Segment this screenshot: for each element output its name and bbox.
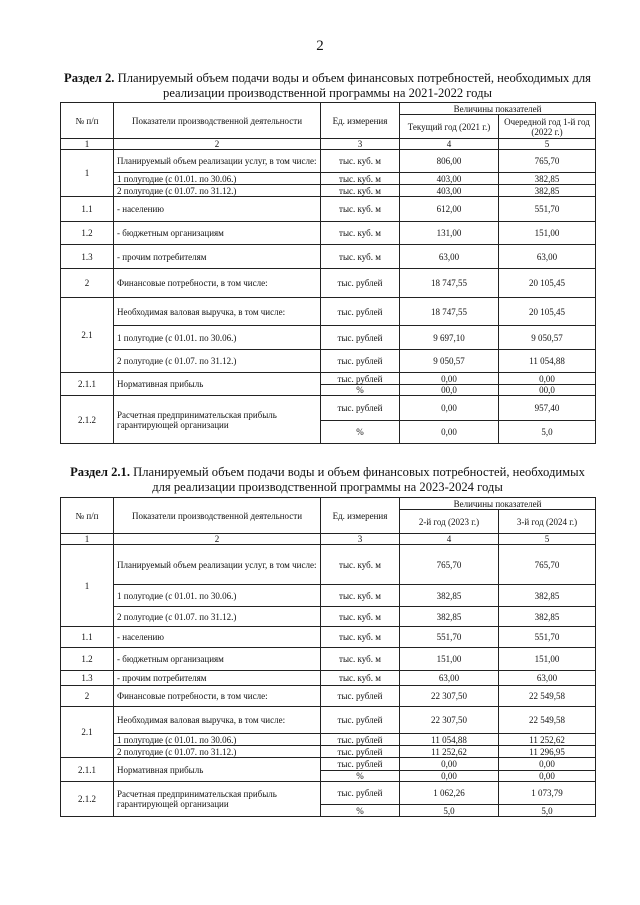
row-value: 382,85 bbox=[499, 185, 596, 197]
row-num: 2.1.2 bbox=[61, 782, 114, 817]
section-2-1-heading-bold: Раздел 2.1. bbox=[70, 465, 130, 479]
row-unit: тыс. рублей bbox=[321, 373, 400, 385]
row-value: 806,00 bbox=[400, 150, 499, 173]
row-value: 151,00 bbox=[499, 648, 596, 671]
row-value: 5,0 bbox=[499, 805, 596, 817]
row-unit: тыс. куб. м bbox=[321, 245, 400, 269]
row-value: 551,70 bbox=[400, 627, 499, 648]
header-col5: 3-й год (2024 г.) bbox=[499, 510, 596, 534]
row-name: Финансовые потребности, в том числе: bbox=[114, 686, 321, 707]
row-num: 2.1 bbox=[61, 707, 114, 758]
row-value: 0,00 bbox=[400, 373, 499, 385]
table-section-2 bbox=[60, 102, 596, 444]
row-name: Расчетная предпринимательская прибыль гарантирующей организации bbox=[114, 782, 321, 817]
row-value: 00,0 bbox=[499, 385, 596, 396]
row-name: - прочим потребителям bbox=[114, 671, 321, 686]
header-values: Величины показателей bbox=[400, 103, 596, 115]
row-unit: тыс. куб. м bbox=[321, 150, 400, 173]
section-2-heading-text: Планируемый объем подачи воды и объем финансовых потребностей, необходимых для реализации производственной программы на 2021-2022 годы bbox=[117, 71, 591, 100]
header-num: № п/п bbox=[61, 498, 114, 534]
header-values: Величины показателей bbox=[400, 498, 596, 510]
header-unit: Ед. измерения bbox=[321, 498, 400, 534]
row-value: 22 307,50 bbox=[400, 686, 499, 707]
row-name: Необходимая валовая выручка, в том числе: bbox=[114, 298, 321, 326]
row-name: 1 полугодие (с 01.01. по 30.06.) bbox=[114, 585, 321, 607]
index-cell: 1 bbox=[61, 139, 114, 150]
row-unit: тыс. куб. м bbox=[321, 197, 400, 222]
row-value: 11 296,95 bbox=[499, 746, 596, 758]
row-num: 1.2 bbox=[61, 648, 114, 671]
row-value: 63,00 bbox=[400, 245, 499, 269]
row-unit: тыс. куб. м bbox=[321, 585, 400, 607]
row-value: 0,00 bbox=[499, 771, 596, 782]
row-name: Нормативная прибыль bbox=[114, 758, 321, 782]
row-unit: тыс. рублей bbox=[321, 734, 400, 746]
row-name: Планируемый объем реализации услуг, в том числе: bbox=[114, 150, 321, 173]
row-unit: тыс. рублей bbox=[321, 326, 400, 350]
row-unit: тыс. рублей bbox=[321, 686, 400, 707]
row-unit: тыс. рублей bbox=[321, 269, 400, 298]
page-number: 2 bbox=[316, 38, 324, 54]
row-value: 11 252,62 bbox=[499, 734, 596, 746]
row-num: 2.1.1 bbox=[61, 758, 114, 782]
row-num: 2 bbox=[61, 686, 114, 707]
table-section-2-1 bbox=[60, 497, 596, 817]
row-value: 0,00 bbox=[499, 758, 596, 771]
row-value: 382,85 bbox=[400, 585, 499, 607]
row-unit: тыс. куб. м bbox=[321, 607, 400, 627]
row-name: Планируемый объем реализации услуг, в том числе: bbox=[114, 545, 321, 585]
row-unit: % bbox=[321, 805, 400, 817]
row-value: 551,70 bbox=[499, 627, 596, 648]
header-col4: 2-й год (2023 г.) bbox=[400, 510, 499, 534]
row-value: 0,00 bbox=[400, 396, 499, 421]
index-cell: 5 bbox=[499, 139, 596, 150]
row-unit: тыс. куб. м bbox=[321, 222, 400, 245]
row-value: 765,70 bbox=[499, 150, 596, 173]
row-name: Финансовые потребности, в том числе: bbox=[114, 269, 321, 298]
row-name: Нормативная прибыль bbox=[114, 373, 321, 396]
row-num: 1.3 bbox=[61, 671, 114, 686]
header-indicators: Показатели производственной деятельности bbox=[114, 103, 321, 139]
index-cell: 5 bbox=[499, 534, 596, 545]
index-cell: 1 bbox=[61, 534, 114, 545]
row-name: - бюджетным организациям bbox=[114, 222, 321, 245]
row-value: 63,00 bbox=[400, 671, 499, 686]
row-name: - бюджетным организациям bbox=[114, 648, 321, 671]
index-cell: 4 bbox=[400, 534, 499, 545]
row-value: 9 050,57 bbox=[499, 326, 596, 350]
section-2-heading-bold: Раздел 2. bbox=[64, 71, 115, 85]
row-unit: тыс. рублей bbox=[321, 298, 400, 326]
row-value: 382,85 bbox=[499, 585, 596, 607]
row-unit: % bbox=[321, 385, 400, 396]
row-unit: тыс. куб. м bbox=[321, 671, 400, 686]
row-value: 9 697,10 bbox=[400, 326, 499, 350]
row-name: - населению bbox=[114, 627, 321, 648]
row-num: 2.1 bbox=[61, 298, 114, 373]
row-value: 22 307,50 bbox=[400, 707, 499, 734]
row-unit: тыс. рублей bbox=[321, 782, 400, 805]
row-value: 9 050,57 bbox=[400, 350, 499, 373]
row-name: 1 полугодие (с 01.01. по 30.06.) bbox=[114, 173, 321, 185]
row-unit: тыс. куб. м bbox=[321, 648, 400, 671]
row-name: 2 полугодие (с 01.07. по 31.12.) bbox=[114, 607, 321, 627]
index-cell: 3 bbox=[321, 534, 400, 545]
index-cell: 3 bbox=[321, 139, 400, 150]
row-unit: тыс. куб. м bbox=[321, 627, 400, 648]
row-unit: тыс. рублей bbox=[321, 707, 400, 734]
row-name: Необходимая валовая выручка, в том числе: bbox=[114, 707, 321, 734]
row-unit: тыс. рублей bbox=[321, 350, 400, 373]
section-2-1-heading bbox=[60, 465, 595, 495]
row-unit: тыс. рублей bbox=[321, 396, 400, 421]
row-value: 382,85 bbox=[499, 607, 596, 627]
row-unit: тыс. куб. м bbox=[321, 173, 400, 185]
row-num: 1.2 bbox=[61, 222, 114, 245]
row-name: 2 полугодие (с 01.07. по 31.12.) bbox=[114, 350, 321, 373]
row-value: 63,00 bbox=[499, 245, 596, 269]
row-num: 2.1.2 bbox=[61, 396, 114, 444]
row-name: - прочим потребителям bbox=[114, 245, 321, 269]
header-col5: Очередной год 1-й год (2022 г.) bbox=[499, 115, 596, 139]
row-value: 1 073,79 bbox=[499, 782, 596, 805]
row-value: 0,00 bbox=[499, 373, 596, 385]
row-num: 1.1 bbox=[61, 627, 114, 648]
row-unit: тыс. рублей bbox=[321, 746, 400, 758]
row-value: 11 054,88 bbox=[400, 734, 499, 746]
row-value: 18 747,55 bbox=[400, 298, 499, 326]
row-value: 382,85 bbox=[400, 607, 499, 627]
row-num: 2.1.1 bbox=[61, 373, 114, 396]
row-value: 1 062,26 bbox=[400, 782, 499, 805]
row-unit: тыс. куб. м bbox=[321, 185, 400, 197]
row-value: 20 105,45 bbox=[499, 298, 596, 326]
row-unit: тыс. куб. м bbox=[321, 545, 400, 585]
row-value: 151,00 bbox=[400, 648, 499, 671]
row-name: 2 полугодие (с 01.07. по 31.12.) bbox=[114, 746, 321, 758]
row-name: 2 полугодие (с 01.07. по 31.12.) bbox=[114, 185, 321, 197]
row-num: 1.3 bbox=[61, 245, 114, 269]
row-value: 18 747,55 bbox=[400, 269, 499, 298]
row-value: 151,00 bbox=[499, 222, 596, 245]
row-name: - населению bbox=[114, 197, 321, 222]
row-unit: тыс. рублей bbox=[321, 758, 400, 771]
row-value: 403,00 bbox=[400, 173, 499, 185]
row-value: 765,70 bbox=[499, 545, 596, 585]
header-num: № п/п bbox=[61, 103, 114, 139]
row-value: 20 105,45 bbox=[499, 269, 596, 298]
row-value: 11 252,62 bbox=[400, 746, 499, 758]
row-unit: % bbox=[321, 421, 400, 444]
row-value: 957,40 bbox=[499, 396, 596, 421]
row-value: 612,00 bbox=[400, 197, 499, 222]
row-value: 765,70 bbox=[400, 545, 499, 585]
row-value: 551,70 bbox=[499, 197, 596, 222]
row-name: Расчетная предпринимательская прибыль гарантирующей организации bbox=[114, 396, 321, 444]
row-name: 1 полугодие (с 01.01. по 30.06.) bbox=[114, 326, 321, 350]
row-value: 403,00 bbox=[400, 185, 499, 197]
row-value: 5,0 bbox=[400, 805, 499, 817]
row-value: 0,00 bbox=[400, 421, 499, 444]
index-cell: 4 bbox=[400, 139, 499, 150]
row-num: 1.1 bbox=[61, 197, 114, 222]
index-cell: 2 bbox=[114, 534, 321, 545]
header-indicators: Показатели производственной деятельности bbox=[114, 498, 321, 534]
section-2-heading bbox=[60, 71, 595, 101]
row-value: 22 549,58 bbox=[499, 686, 596, 707]
row-unit: % bbox=[321, 771, 400, 782]
row-value: 11 054,88 bbox=[499, 350, 596, 373]
row-value: 131,00 bbox=[400, 222, 499, 245]
row-value: 00,0 bbox=[400, 385, 499, 396]
row-value: 63,00 bbox=[499, 671, 596, 686]
row-value: 0,00 bbox=[400, 771, 499, 782]
row-value: 22 549,58 bbox=[499, 707, 596, 734]
row-num: 2 bbox=[61, 269, 114, 298]
section-2-1-heading-text: Планируемый объем подачи воды и объем финансовых потребностей, необходимых для реализации производственной программы на 2023-2024 годы bbox=[133, 465, 585, 494]
row-value: 0,00 bbox=[400, 758, 499, 771]
row-num: 1 bbox=[61, 545, 114, 627]
row-name: 1 полугодие (с 01.01. по 30.06.) bbox=[114, 734, 321, 746]
row-num: 1 bbox=[61, 150, 114, 197]
header-col4: Текущий год (2021 г.) bbox=[400, 115, 499, 139]
index-cell: 2 bbox=[114, 139, 321, 150]
row-value: 5,0 bbox=[499, 421, 596, 444]
row-value: 382,85 bbox=[499, 173, 596, 185]
header-unit: Ед. измерения bbox=[321, 103, 400, 139]
